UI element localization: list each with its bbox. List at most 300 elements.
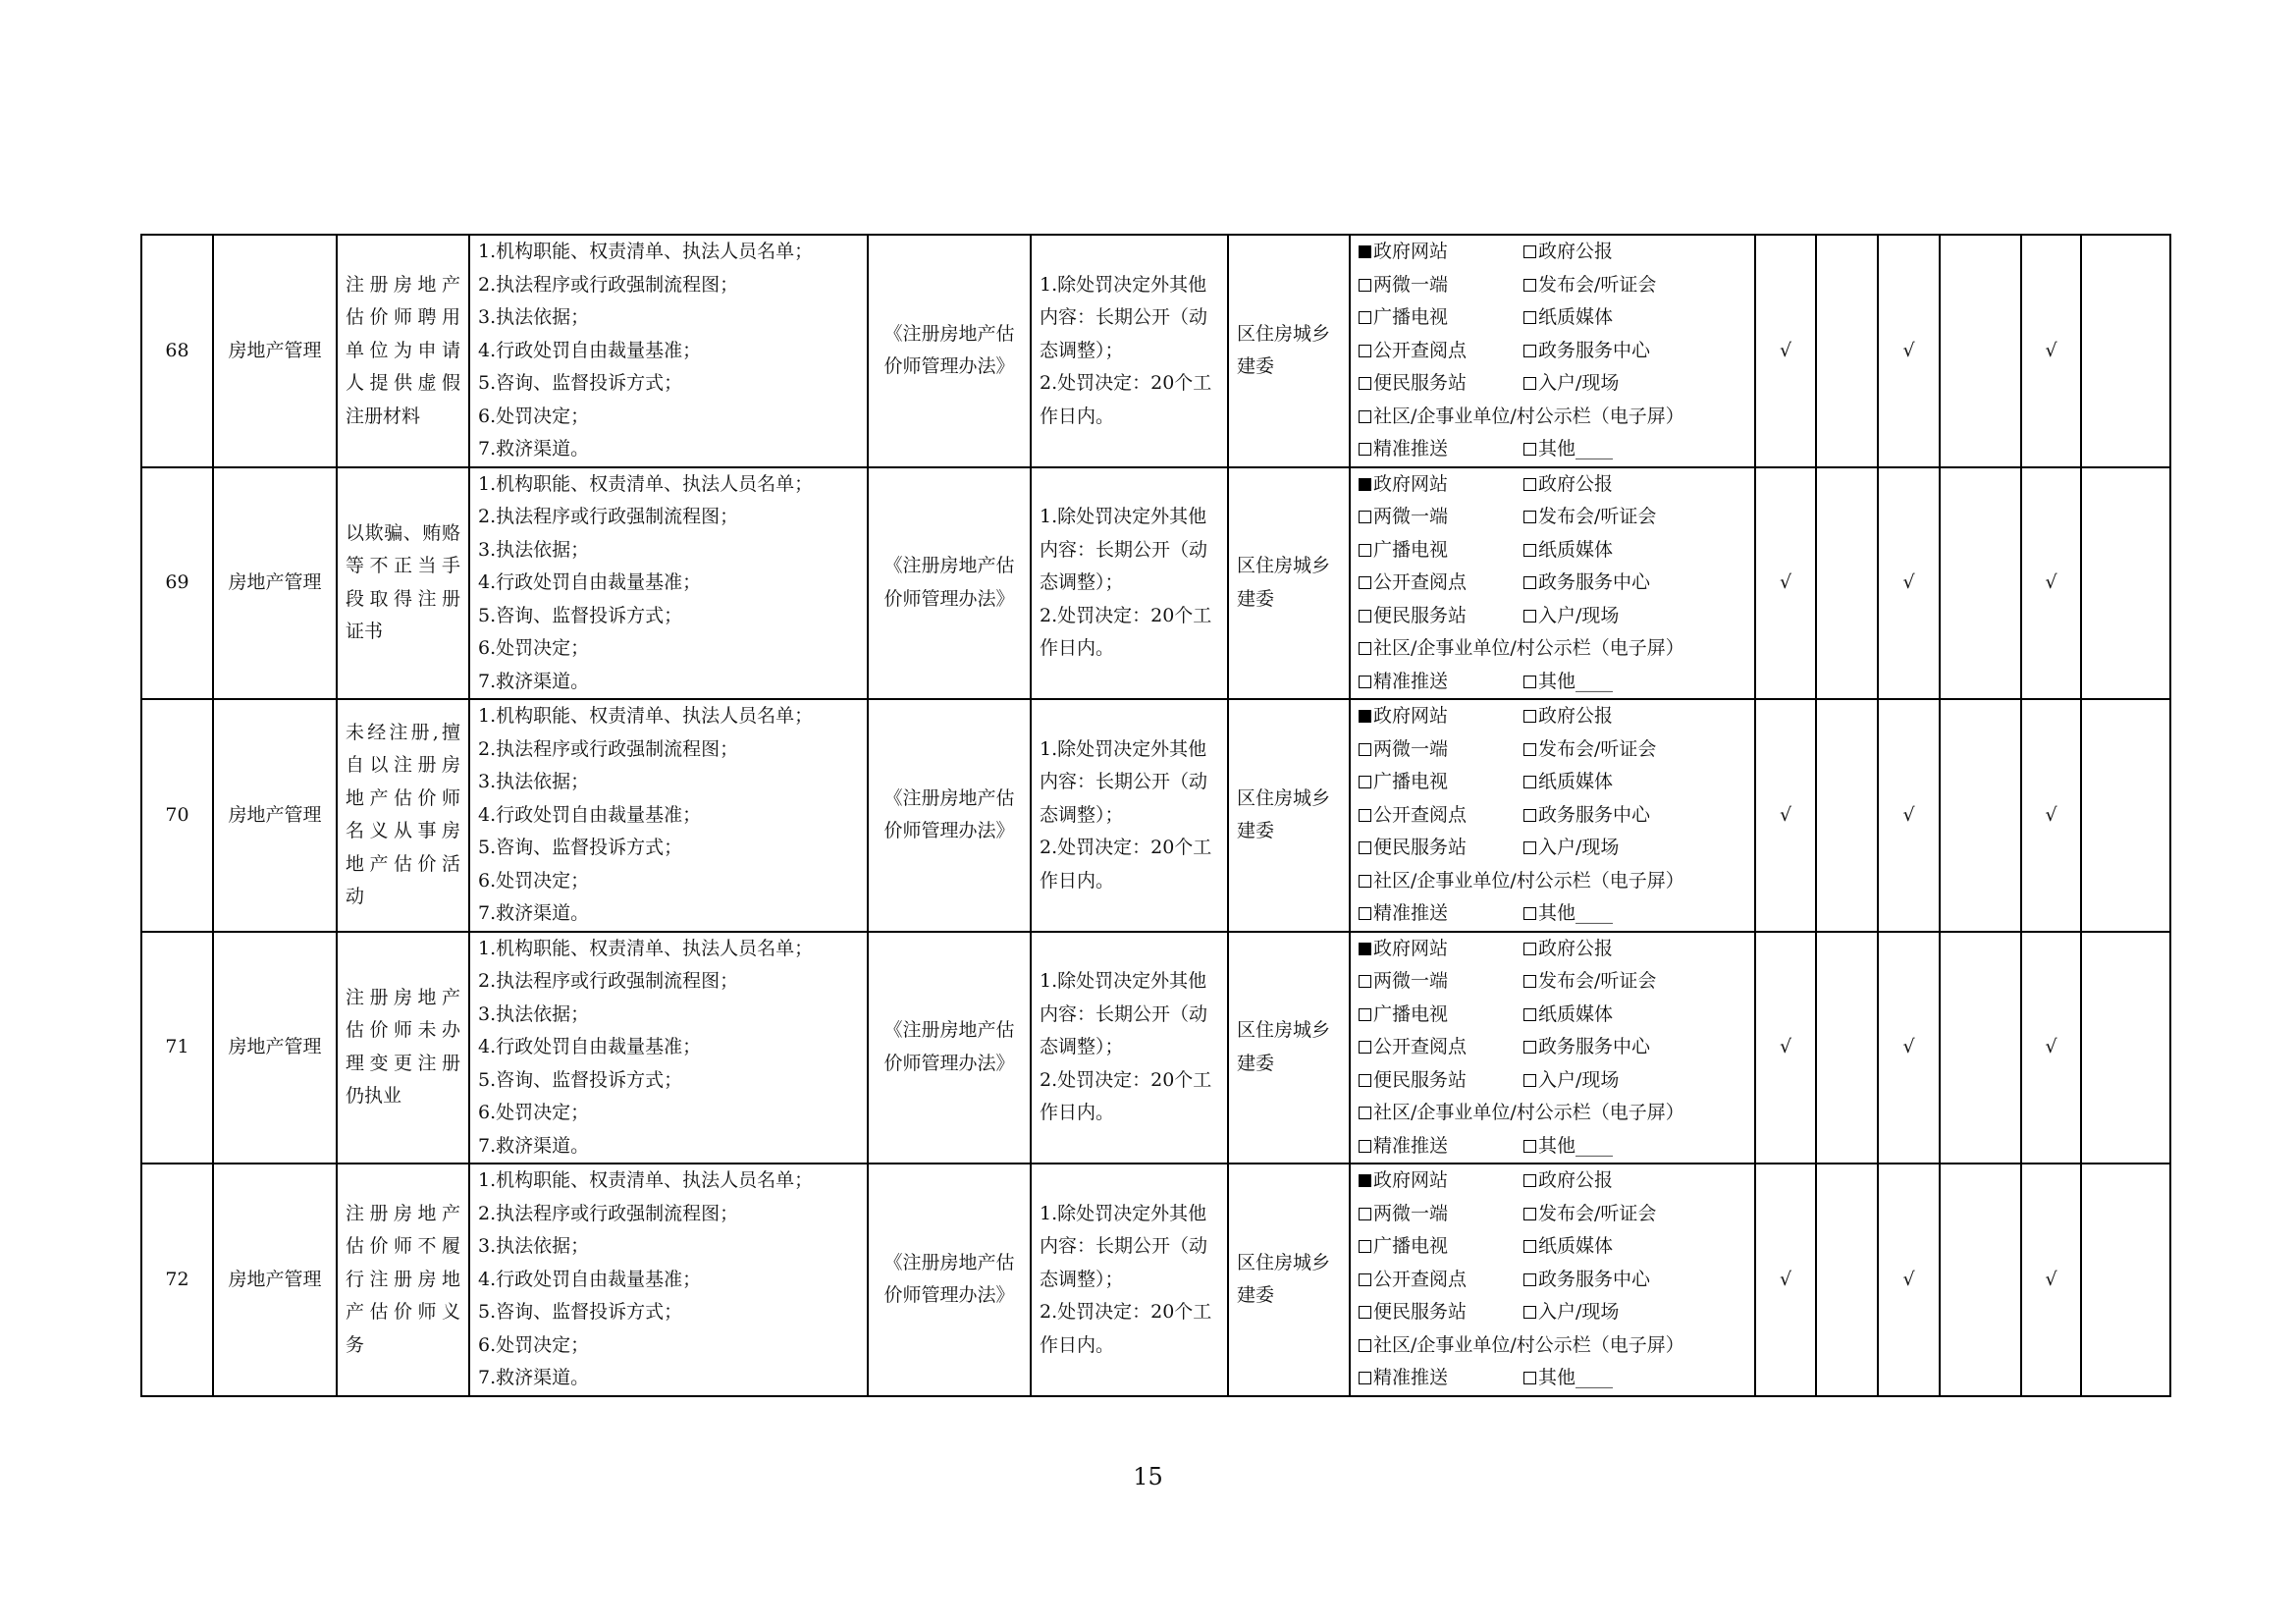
row-number: 68 [141,235,213,467]
channel-label: 公开查阅点 [1373,803,1468,826]
content-line: 3.执法依据； [478,1235,590,1257]
channel-row [1359,301,1746,335]
checked-box-icon [1359,478,1371,491]
channel-option [1359,567,1523,600]
check-mark-icon: √ [1755,699,1816,932]
empty-cell [2081,699,2170,932]
channel-label: 政府网站 [1373,1169,1449,1191]
channel-label: 社区/企事业单位/村公示栏（电子屏） [1373,869,1684,892]
subject-cell [1228,235,1350,467]
row-number: 71 [141,932,213,1164]
time-cell [1031,235,1228,467]
basis-line: 《注册房地产估 [883,786,1015,809]
empty-cell [2081,932,2170,1164]
content-line: 3.执法依据； [478,538,590,561]
time-line: 2.处罚决定：20个工 [1040,604,1212,626]
checked-box-icon [1359,1174,1371,1187]
time-line: 2.处罚决定：20个工 [1040,1301,1212,1323]
channel-label: 纸质媒体 [1538,538,1614,561]
checkbox-icon [1523,1306,1536,1319]
empty-cell [2081,1164,2170,1396]
channel-option [1523,933,1688,966]
checkbox-icon [1523,676,1536,688]
content-cell [469,699,868,932]
time-line: 2.处罚决定：20个工 [1040,1068,1212,1091]
checkbox-icon [1523,743,1536,756]
channel-option [1523,1031,1688,1064]
basis-cell [868,699,1031,932]
checkbox-icon [1523,1273,1536,1286]
channel-label: 其他____ [1538,1367,1614,1388]
time-cell [1031,932,1228,1164]
channel-option [1359,468,1523,502]
channel-label: 公开查阅点 [1373,1268,1468,1290]
content-line: 7.救济渠道。 [478,438,590,460]
checkbox-icon [1523,279,1536,292]
check-mark-icon: √ [2021,699,2081,932]
channel-option [1523,1230,1688,1264]
checkbox-icon [1359,676,1371,688]
time-line: 1.除处罚决定外其他 [1040,273,1207,296]
channel-row [1359,367,1746,401]
checkbox-icon [1359,511,1371,523]
checked-box-icon [1359,943,1371,955]
time-line: 态调整）； [1040,571,1124,593]
basis-line: 《注册房地产估 [883,555,1015,577]
channel-option [1523,1198,1688,1231]
time-line: 内容：长期公开（动 [1040,306,1208,328]
item-line: 段取得注册 [346,587,460,610]
channel-row [1359,600,1746,633]
subject-cell [1228,932,1350,1164]
channel-option [1359,501,1523,534]
channel-row [1359,1264,1746,1297]
channel-option [1523,335,1688,368]
channel-label: 公开查阅点 [1373,571,1468,593]
channel-label: 两微一端 [1373,506,1449,527]
checkbox-icon [1359,1074,1371,1087]
channel-option [1523,897,1688,931]
channel-option [1359,433,1523,466]
checkbox-icon [1359,642,1371,655]
channel-row [1359,534,1746,568]
checkbox-icon [1359,975,1371,988]
channel-option [1523,700,1688,733]
time-line: 态调整）； [1040,339,1124,361]
content-line: 4.行政处罚自由裁量基准； [478,1036,702,1057]
channel-option [1523,301,1688,335]
category-cell: 房地产管理 [213,932,337,1164]
channel-option [1523,367,1688,401]
time-line: 态调整）； [1040,1036,1124,1057]
channel-label: 广播电视 [1373,1002,1449,1025]
channel-row [1359,501,1746,534]
channel-label: 政务服务中心 [1538,803,1651,826]
channel-option [1523,567,1688,600]
subject-line: 区住房城乡 [1237,322,1331,345]
checked-box-icon [1359,245,1371,258]
channel-label: 政务服务中心 [1538,339,1651,361]
subject-line: 区住房城乡 [1237,1019,1331,1042]
channel-label: 广播电视 [1373,306,1449,328]
channel-row [1359,632,1746,666]
basis-line: 价师管理办法》 [883,820,1015,842]
checkbox-icon [1359,743,1371,756]
channel-option [1523,1362,1688,1395]
check-mark-icon: √ [1755,235,1816,467]
subject-cell [1228,699,1350,932]
checkbox-icon [1523,943,1536,955]
basis-cell [868,1164,1031,1396]
channel-label: 政务服务中心 [1538,1036,1651,1057]
checkbox-icon [1523,710,1536,723]
channel-option [1523,832,1688,865]
time-line: 1.除处罚决定外其他 [1040,1202,1207,1224]
channel-option [1359,600,1523,633]
checkbox-icon [1523,544,1536,557]
channel-option [1359,733,1523,767]
checkbox-icon [1359,1372,1371,1384]
row-number: 70 [141,699,213,932]
channel-option [1523,269,1688,302]
channel-label: 两微一端 [1373,1202,1449,1224]
checkbox-icon [1359,279,1371,292]
channel-label: 公开查阅点 [1373,339,1468,361]
basis-cell [868,235,1031,467]
content-line: 2.执法程序或行政强制流程图； [478,737,739,760]
checkbox-icon [1359,809,1371,822]
subject-line: 区住房城乡 [1237,555,1331,577]
item-line: 证书 [346,621,384,643]
checkbox-icon [1359,610,1371,623]
channel-option [1359,1164,1523,1198]
checkbox-icon [1359,1041,1371,1054]
channel-label: 纸质媒体 [1538,1235,1614,1257]
channel-label: 政府网站 [1373,937,1449,959]
time-line: 态调整）； [1040,1268,1124,1290]
item-line: 未经注册,擅 [346,721,460,743]
channel-row [1359,1230,1746,1264]
basis-line: 《注册房地产估 [883,1251,1015,1273]
item-line: 仍执业 [346,1085,402,1108]
channel-label: 入户/现场 [1538,1068,1620,1091]
checkbox-icon [1359,1339,1371,1352]
channel-label: 精准推送 [1373,1367,1449,1388]
basis-line: 《注册房地产估 [883,322,1015,345]
channel-row [1359,1064,1746,1098]
check-mark-icon: √ [2021,1164,2081,1396]
item-line: 注册房地产 [346,986,460,1008]
channel-label: 入户/现场 [1538,1301,1620,1323]
channel-label: 社区/企事业单位/村公示栏（电子屏） [1373,1333,1684,1356]
checkbox-icon [1359,410,1371,423]
checkbox-icon [1359,311,1371,324]
checkbox-icon [1523,1372,1536,1384]
channel-row [1359,236,1746,269]
empty-cell [1816,467,1878,700]
channel-option [1359,865,1684,898]
channels-cell [1350,699,1755,932]
content-line: 1.机构职能、权责清单、执法人员名单； [478,705,814,727]
channel-label: 政府网站 [1373,472,1449,495]
channel-label: 政府公报 [1538,1169,1614,1191]
channel-label: 政府公报 [1538,472,1614,495]
checkbox-icon [1359,1240,1371,1253]
category-cell: 房地产管理 [213,467,337,700]
time-line: 1.除处罚决定外其他 [1040,970,1207,992]
checkbox-icon [1523,1208,1536,1220]
checkbox-icon [1359,377,1371,390]
table-row [141,932,2170,1164]
check-mark-icon: √ [1878,467,1940,700]
time-line: 内容：长期公开（动 [1040,538,1208,561]
channel-option [1359,1362,1523,1395]
content-line: 1.机构职能、权责清单、执法人员名单； [478,937,814,959]
content-line: 2.执法程序或行政强制流程图； [478,970,739,992]
channel-option [1359,832,1523,865]
channel-label: 发布会/听证会 [1538,1202,1657,1224]
channel-option [1523,965,1688,999]
basis-cell [868,932,1031,1164]
channel-option [1359,933,1523,966]
channel-option [1359,1329,1684,1363]
channel-row [1359,1329,1746,1363]
channel-row [1359,567,1746,600]
channel-option [1523,1130,1688,1164]
channel-option [1523,733,1688,767]
content-line: 4.行政处罚自由裁量基准； [478,571,702,593]
channel-label: 便民服务站 [1373,1301,1468,1323]
empty-cell [2081,467,2170,700]
basis-line: 价师管理办法》 [883,355,1015,378]
channel-label: 两微一端 [1373,737,1449,760]
channel-option [1359,1097,1684,1130]
check-mark-icon: √ [1755,467,1816,700]
time-line: 2.处罚决定：20个工 [1040,837,1212,858]
channel-option [1359,632,1684,666]
basis-line: 《注册房地产估 [883,1019,1015,1042]
content-line: 4.行政处罚自由裁量基准； [478,1268,702,1290]
channel-label: 便民服务站 [1373,1068,1468,1091]
checkbox-icon [1359,907,1371,920]
checkbox-icon [1359,544,1371,557]
content-line: 6.处罚决定； [478,1102,590,1123]
item-line: 等不正当手 [346,555,460,577]
item-line: 行注册房地 [346,1268,460,1290]
channel-label: 发布会/听证会 [1538,737,1657,760]
channel-option [1359,236,1523,269]
time-cell [1031,467,1228,700]
checkbox-icon [1359,776,1371,788]
empty-cell [1940,235,2021,467]
subject-line: 建委 [1237,820,1275,842]
checkbox-icon [1523,511,1536,523]
channel-option [1523,468,1688,502]
checkbox-icon [1359,345,1371,357]
channel-row [1359,733,1746,767]
channel-option [1359,965,1523,999]
time-line: 作日内。 [1040,637,1115,659]
content-line: 4.行政处罚自由裁量基准； [478,339,702,361]
channel-row [1359,865,1746,898]
check-mark-icon: √ [1878,1164,1940,1396]
channel-row [1359,965,1746,999]
content-line: 2.执法程序或行政强制流程图； [478,506,739,527]
channel-label: 便民服务站 [1373,372,1468,394]
channel-option [1359,1198,1523,1231]
empty-cell [1940,467,2021,700]
time-cell [1031,699,1228,932]
check-mark-icon: √ [1878,932,1940,1164]
empty-cell [1940,932,2021,1164]
channel-label: 精准推送 [1373,1134,1449,1157]
content-line: 3.执法依据； [478,1002,590,1025]
time-line: 2.处罚决定：20个工 [1040,372,1212,394]
content-line: 7.救济渠道。 [478,1367,590,1388]
checkbox-icon [1523,975,1536,988]
content-line: 4.行政处罚自由裁量基准； [478,803,702,826]
channel-label: 精准推送 [1373,670,1449,692]
time-cell [1031,1164,1228,1396]
empty-cell [1816,932,1878,1164]
channel-option [1523,1264,1688,1297]
channel-label: 其他____ [1538,670,1614,692]
channel-option [1523,1296,1688,1329]
content-cell [469,1164,868,1396]
channel-option [1359,335,1523,368]
channel-label: 其他____ [1538,438,1614,460]
basis-cell [868,467,1031,700]
content-cell [469,932,868,1164]
content-line: 3.执法依据； [478,771,590,792]
channel-option [1359,367,1523,401]
content-line: 5.咨询、监督投诉方式； [478,604,683,626]
time-line: 内容：长期公开（动 [1040,771,1208,792]
channel-label: 纸质媒体 [1538,1002,1614,1025]
subject-cell [1228,467,1350,700]
channel-option [1359,666,1523,699]
table-row [141,1164,2170,1396]
channel-option [1359,766,1523,799]
item-cell [337,932,469,1164]
channel-row [1359,468,1746,502]
channel-option [1359,999,1523,1032]
basis-line: 价师管理办法》 [883,587,1015,610]
channel-row [1359,1296,1746,1329]
content-line: 6.处罚决定； [478,1333,590,1356]
time-line: 态调整）； [1040,803,1124,826]
time-line: 1.除处罚决定外其他 [1040,737,1207,760]
channel-option [1359,1264,1523,1297]
content-line: 5.咨询、监督投诉方式； [478,1068,683,1091]
time-line: 作日内。 [1040,1102,1115,1123]
checkbox-icon [1359,1107,1371,1119]
checkbox-icon [1523,1140,1536,1153]
empty-cell [1816,699,1878,932]
channel-label: 政务服务中心 [1538,571,1651,593]
content-line: 7.救济渠道。 [478,670,590,692]
channel-label: 广播电视 [1373,538,1449,561]
channel-label: 入户/现场 [1538,604,1620,626]
channel-label: 入户/现场 [1538,372,1620,394]
channel-label: 入户/现场 [1538,837,1620,858]
channel-label: 政府网站 [1373,241,1449,262]
channel-option [1523,799,1688,833]
checkbox-icon [1359,1306,1371,1319]
item-line: 动 [346,886,365,908]
channel-option [1523,999,1688,1032]
page-number: 15 [1133,1463,1163,1490]
channel-row [1359,933,1746,966]
time-line: 作日内。 [1040,869,1115,892]
subject-line: 建委 [1237,1284,1275,1307]
check-mark-icon: √ [2021,235,2081,467]
channel-label: 便民服务站 [1373,837,1468,858]
checkbox-icon [1523,245,1536,258]
channel-option [1359,1064,1523,1098]
time-line: 内容：长期公开（动 [1040,1235,1208,1257]
content-line: 7.救济渠道。 [478,902,590,924]
channel-option [1359,1230,1523,1264]
checkbox-icon [1523,1174,1536,1187]
checkbox-icon [1359,1008,1371,1021]
time-line: 1.除处罚决定外其他 [1040,506,1207,527]
channel-row [1359,666,1746,699]
channel-option [1523,1064,1688,1098]
content-line: 1.机构职能、权责清单、执法人员名单； [478,1169,814,1191]
channel-label: 发布会/听证会 [1538,273,1657,296]
channel-option [1523,501,1688,534]
checkbox-icon [1523,443,1536,456]
category-cell: 房地产管理 [213,699,337,932]
channel-label: 广播电视 [1373,771,1449,792]
checkbox-icon [1359,875,1371,888]
empty-cell [1816,1164,1878,1396]
item-cell [337,235,469,467]
channel-label: 两微一端 [1373,273,1449,296]
empty-cell [1816,235,1878,467]
subject-line: 建委 [1237,355,1275,378]
channel-row [1359,1031,1746,1064]
content-line: 6.处罚决定； [478,405,590,427]
checkbox-icon [1523,377,1536,390]
checkbox-icon [1523,311,1536,324]
channel-option [1359,799,1523,833]
checked-box-icon [1359,710,1371,723]
channel-row [1359,401,1746,434]
channel-row [1359,1362,1746,1395]
subject-cell [1228,1164,1350,1396]
checkbox-icon [1523,776,1536,788]
checkbox-icon [1523,1240,1536,1253]
checkbox-icon [1523,478,1536,491]
basis-line: 价师管理办法》 [883,1052,1015,1074]
content-line: 6.处罚决定； [478,637,590,659]
check-mark-icon: √ [2021,467,2081,700]
channel-label: 发布会/听证会 [1538,970,1657,992]
channel-label: 社区/企事业单位/村公示栏（电子屏） [1373,637,1684,659]
content-line: 2.执法程序或行政强制流程图； [478,273,739,296]
channel-label: 政府公报 [1538,937,1614,959]
item-line: 名义从事房 [346,820,460,842]
time-line: 作日内。 [1040,405,1115,427]
category-cell: 房地产管理 [213,235,337,467]
empty-cell [1940,699,2021,932]
check-mark-icon: √ [2021,932,2081,1164]
channel-label: 两微一端 [1373,970,1449,992]
channel-label: 纸质媒体 [1538,771,1614,792]
channels-cell [1350,1164,1755,1396]
